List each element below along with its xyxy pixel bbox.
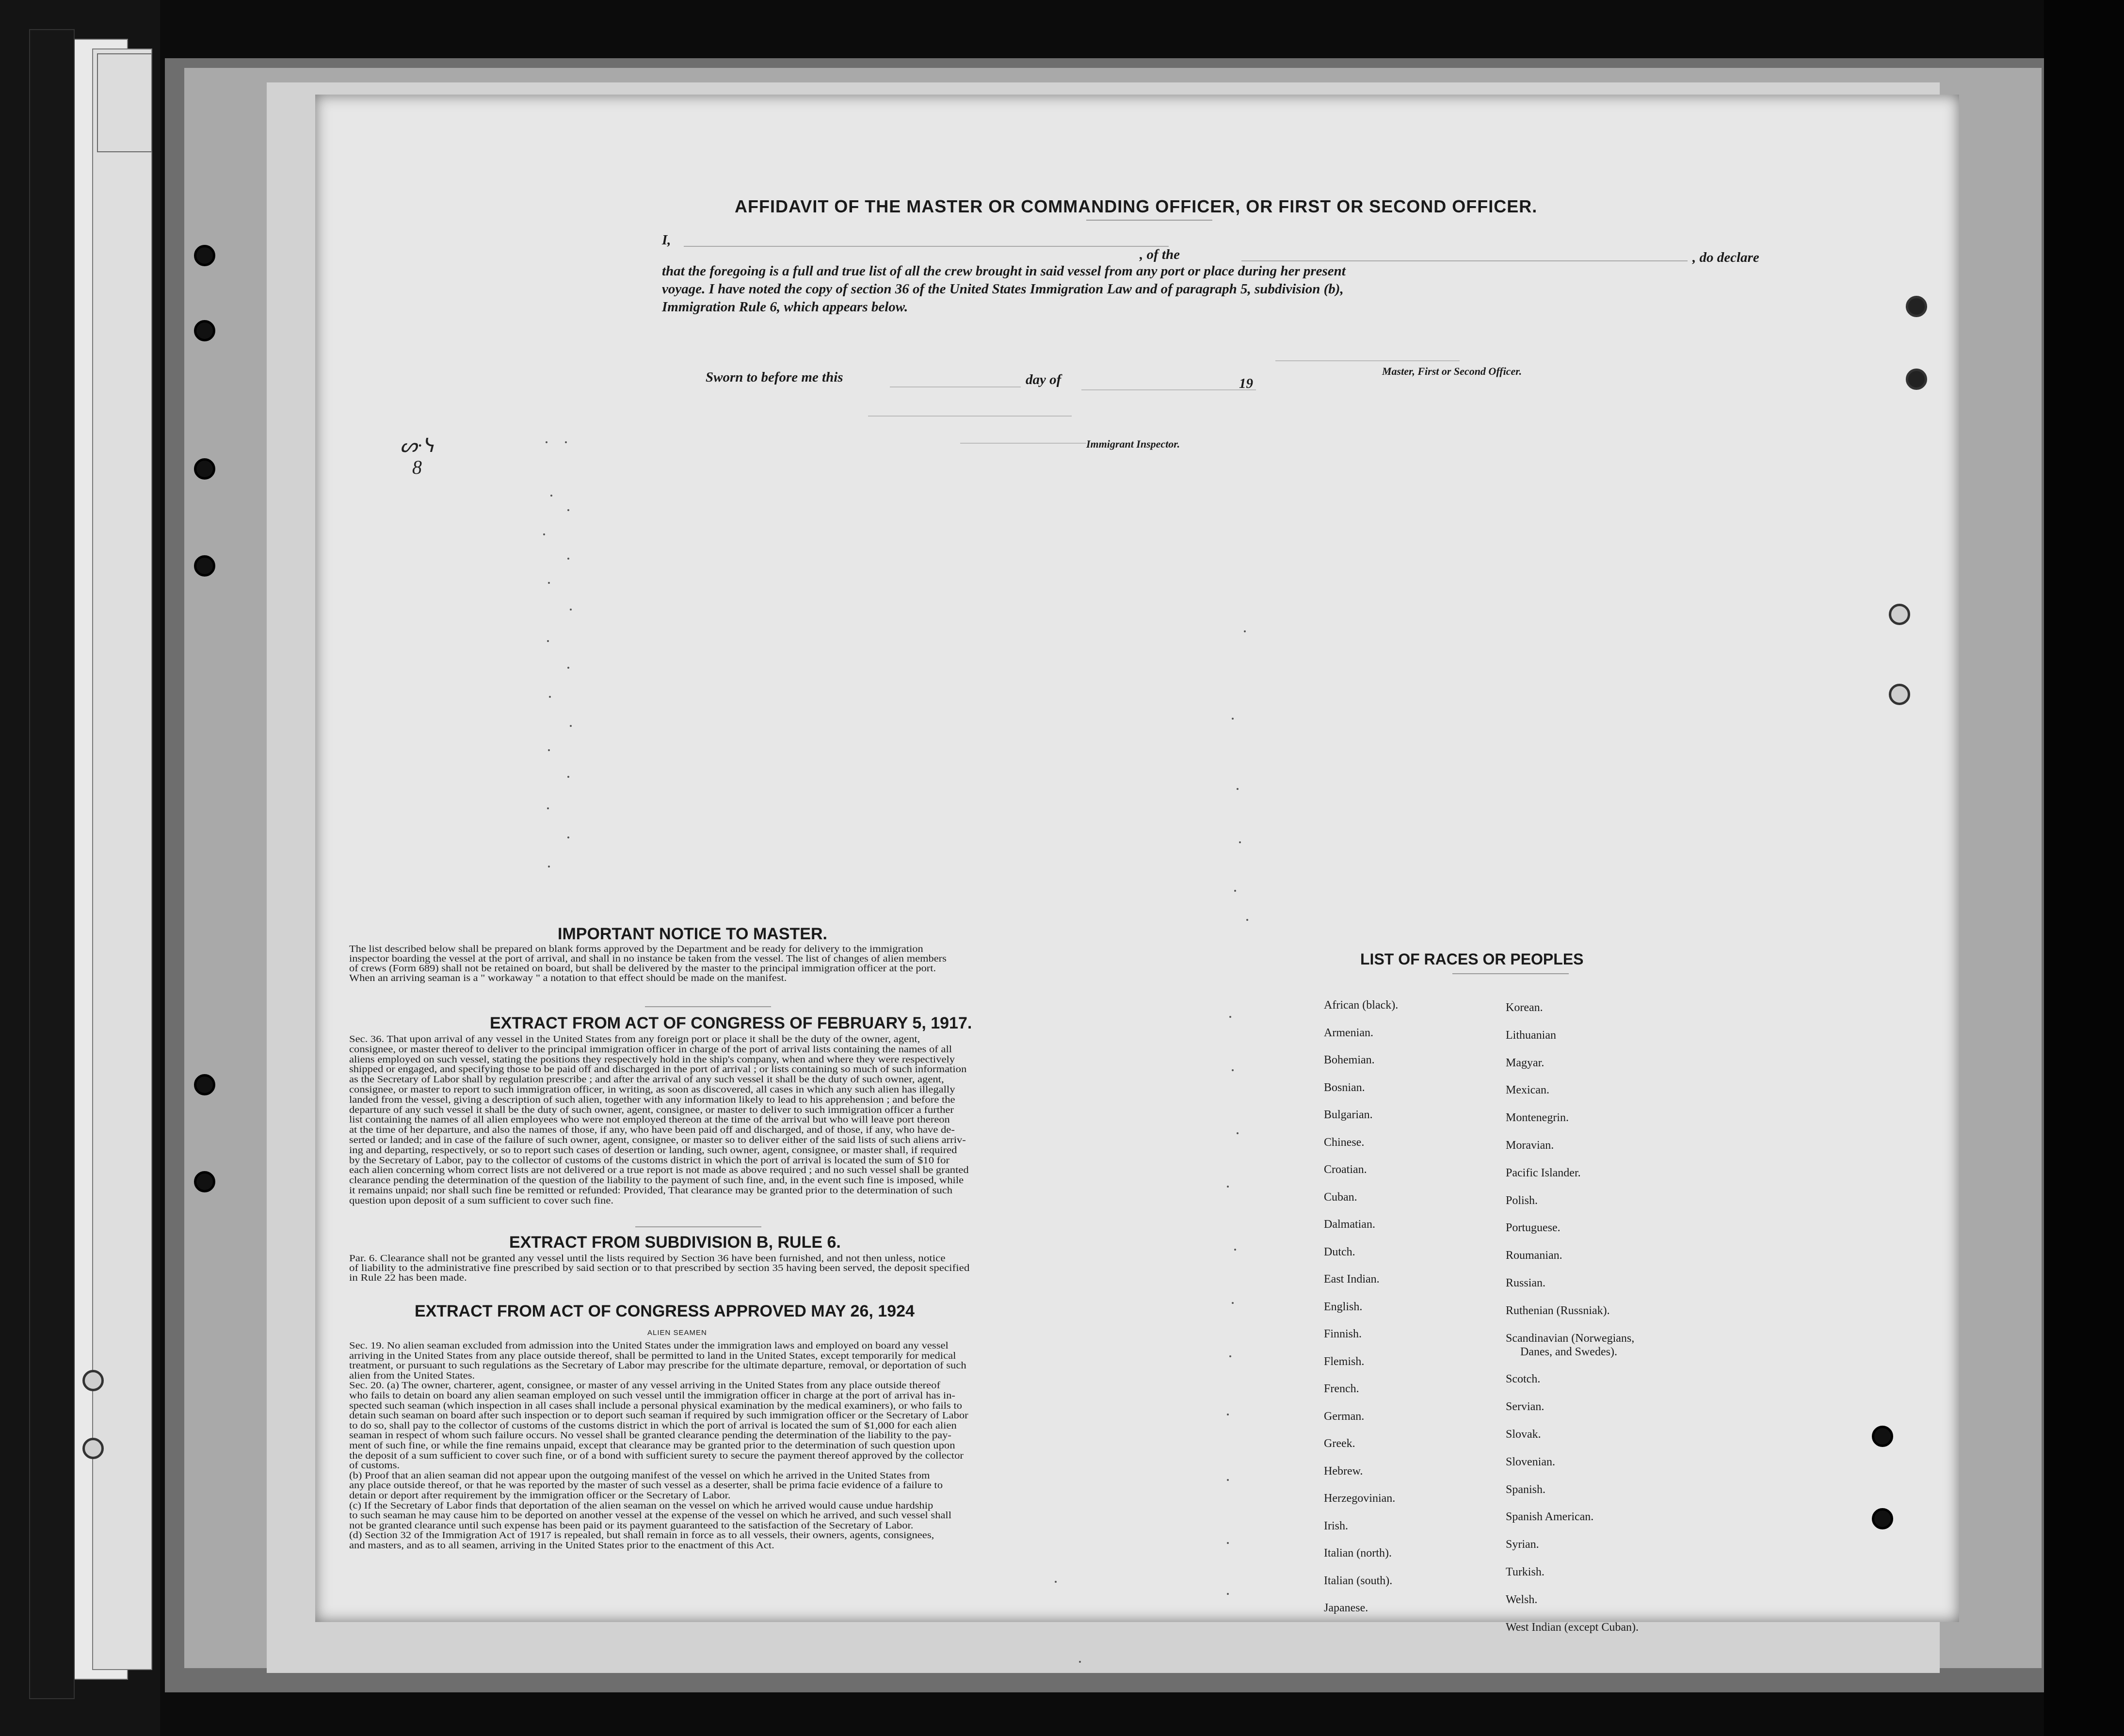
- page-tab: [29, 29, 75, 1699]
- stray-dot: [565, 441, 567, 443]
- race-item: German.: [1324, 1410, 1365, 1423]
- race-item: Greek.: [1324, 1437, 1355, 1450]
- race-item: Polish.: [1506, 1194, 1538, 1207]
- text-line: treatment, or pursuant to such regulations as the Secretary of Labor may prescribe for the ultimate departure, removal, or deportation of such: [349, 1360, 966, 1371]
- text-line: detain or deport after requirement by the immigration officer or the Secretary of Labor.: [349, 1490, 731, 1501]
- text-line: at the time of her departure, and also the names of those, if any, who have been paid off and discharged, and of those, if any, who have de-: [349, 1125, 955, 1136]
- stray-dot: [1237, 788, 1239, 790]
- inspector-sig-line-b: [960, 443, 1086, 444]
- stray-dot: [1227, 1542, 1229, 1544]
- race-item: Korean.: [1506, 1001, 1543, 1014]
- text-line: The list described below shall be prepared on blank forms approved by the Department and be ready for delivery to the immigration: [349, 944, 923, 954]
- race-item: Ruthenian (Russniak).: [1506, 1304, 1610, 1317]
- binder-hole: [194, 245, 215, 266]
- text-line: consignee, or master to report to such immigration officer, in writing, as soon as discovered, all cases in which any such alien has illegally: [349, 1084, 955, 1095]
- text-line: Sec. 36. That upon arrival of any vessel in the United States from any foreign port or place it shall be the duty of the owner, agent,: [349, 1034, 920, 1045]
- race-item: Servian.: [1506, 1400, 1545, 1414]
- text-line: and masters, and as to all seamen, arriving in the United States prior to the enactment of this Act.: [349, 1540, 774, 1551]
- text-line: to do so, shall pay to the collector of customs of the customs district in which the port of arrival is located the sum of $1,000 for each alien: [349, 1420, 957, 1431]
- text-line: ing and departing, respectively, or so to report such cases of desertion or landing, such owner, agent, consignee, or master shall, if required: [349, 1144, 957, 1156]
- race-item: West Indian (except Cuban).: [1506, 1621, 1639, 1634]
- punch-hole: [1906, 296, 1927, 317]
- race-item: Danes, and Swedes).: [1520, 1345, 1617, 1358]
- text-line: as the Secretary of Labor shall by regulation prescribe ; and after the arrival of any such vessel it shall be the duty of such owner, agent,: [349, 1074, 944, 1085]
- text-line: in Rule 22 has been made.: [349, 1272, 467, 1283]
- stray-dot: [547, 807, 549, 809]
- race-item: Welsh.: [1506, 1593, 1538, 1606]
- stray-dot: [1239, 841, 1241, 843]
- stray-dot: [567, 776, 569, 778]
- inspector-sig-line-a: [868, 416, 1072, 417]
- race-item: Italian (north).: [1324, 1547, 1392, 1559]
- stray-dot: [547, 640, 549, 642]
- title-rule: [1086, 220, 1212, 221]
- vessel-blank: [1241, 260, 1688, 261]
- affidavit-line4: Immigration Rule 6, which appears below.: [662, 299, 908, 315]
- race-item: Scotch.: [1506, 1373, 1541, 1386]
- stray-dot: [1244, 630, 1246, 632]
- race-item: Japanese.: [1324, 1602, 1368, 1614]
- master-sig-line: [1275, 360, 1460, 361]
- stray-dot: [567, 509, 569, 511]
- stray-dot: [1232, 1069, 1234, 1071]
- text-line: each alien concerning whom correct lists are not delivered or a true report is not made as above required ; and no such vessel shall be granted: [349, 1165, 969, 1176]
- text-line: departure of any such vessel it shall be the duty of such owner, agent, consignee, or master to deliver to such immigration officer a further: [349, 1104, 954, 1115]
- stray-dot: [548, 866, 550, 868]
- text-line: seaman in respect of whom such failure occurs. No vessel shall be granted clearance pending the determination of the liability to the pay-: [349, 1430, 951, 1441]
- text-line: detain such seaman on board after such inspection or to deport such seaman if required by such immigration officer or the Secretary of Labor: [349, 1410, 968, 1421]
- stray-dot: [549, 696, 551, 698]
- race-item: Finnish.: [1324, 1328, 1362, 1340]
- stray-dot: [1246, 919, 1248, 921]
- binder-hole: [194, 1171, 215, 1192]
- race-item: Spanish American.: [1506, 1511, 1594, 1524]
- race-item: Scandinavian (Norwegians,: [1506, 1332, 1635, 1345]
- affidavit-line2: that the foregoing is a full and true list of all the crew brought in said vessel from any port or place during her present: [662, 263, 1346, 279]
- stray-dot: [567, 667, 569, 669]
- stray-dot: [570, 725, 572, 727]
- affidavit-of-the: , of the: [1140, 247, 1180, 262]
- races-title: LIST OF RACES OR PEOPLES: [1360, 950, 1584, 968]
- right-binder-edge: [2044, 0, 2124, 1736]
- stray-dot: [1227, 1593, 1229, 1595]
- text-line: question upon deposit of a sum sufficient to cover such fine.: [349, 1195, 614, 1206]
- month-blank: [1081, 389, 1256, 390]
- stray-dot: [1079, 1661, 1081, 1663]
- binder-hole: [194, 555, 215, 577]
- races-rule: [1452, 973, 1569, 974]
- stray-dot: [1227, 1479, 1229, 1481]
- stray-dot: [550, 495, 552, 497]
- race-item: Mexican.: [1506, 1084, 1549, 1097]
- stray-dot: [567, 558, 569, 560]
- race-item: Syrian.: [1506, 1538, 1539, 1551]
- stray-dot: [567, 836, 569, 838]
- text-line: the deposit of a sum sufficient to cover such fine, or of a bond with sufficient surety to secure the payment thereof approved by the collector: [349, 1450, 964, 1461]
- text-line: alien from the United States.: [349, 1370, 475, 1381]
- affidavit-i: I,: [662, 232, 671, 248]
- stray-dot: [1229, 1016, 1231, 1018]
- race-item: Montenegrin.: [1506, 1111, 1569, 1125]
- text-line: to such seaman he may cause him to be deported on another vessel at the expense of the vessel on which he arrived, and such vessel shall: [349, 1510, 951, 1521]
- stray-dot: [1229, 1355, 1231, 1357]
- race-item: English.: [1324, 1300, 1363, 1313]
- inspector-signature-label: Immigrant Inspector.: [1086, 438, 1180, 450]
- text-line: any place outside thereof, or that he was reported by the master of such vessel as a deserter, shall be prima facie evidence of a failure to: [349, 1480, 943, 1491]
- stray-dot: [543, 533, 545, 535]
- punch-hole: [1889, 684, 1910, 705]
- race-item: Roumanian.: [1506, 1249, 1562, 1262]
- race-item: Herzegovinian.: [1324, 1492, 1396, 1505]
- text-line: landed from the vessel, giving a description of such alien, together with any information likely to lead to his apprehension ; and before the: [349, 1094, 955, 1105]
- stray-dot: [1055, 1581, 1057, 1583]
- text-line: of crews (Form 689) shall not be retained on board, but shall be delivered by the master to the principal immigration officer at the port.: [349, 963, 936, 974]
- stray-dot: [1237, 1132, 1239, 1134]
- race-item: Chinese.: [1324, 1136, 1365, 1149]
- punch-hole: [1906, 369, 1927, 390]
- text-line: of liability to the administrative fine prescribed by said section or to that prescribed by section 35 having been served, the deposit specified: [349, 1263, 970, 1273]
- sworn-day-blank: [890, 386, 1021, 387]
- extract-1917-title: EXTRACT FROM ACT OF CONGRESS OF FEBRUARY 5, 1917.: [490, 1014, 972, 1032]
- sworn-label: Sworn to before me this: [706, 370, 843, 385]
- race-item: Flemish.: [1324, 1355, 1365, 1368]
- race-item: Croatian.: [1324, 1163, 1367, 1176]
- race-item: Moravian.: [1506, 1139, 1554, 1152]
- page-tab: [97, 53, 152, 152]
- text-line: consignee, or master thereof to deliver to the principal immigration officer in charge of the port of arrival lists containing the names of all: [349, 1044, 952, 1055]
- stray-dot: [1234, 890, 1236, 892]
- text-line: Sec. 20. (a) The owner, charterer, agent, consignee, or master of any vessel arriving in the United States from any place outside thereof: [349, 1380, 940, 1391]
- affidavit-line3: voyage. I have noted the copy of section 36 of the United States Immigration Law and of paragraph 5, subdivision (b),: [662, 281, 1344, 297]
- race-item: Russian.: [1506, 1277, 1546, 1289]
- stray-dot: [1234, 1249, 1236, 1251]
- text-line: When an arriving seaman is a " workaway " a notation to that effect should be made on the manifest.: [349, 973, 787, 983]
- text-line: serted or landed; and in case of the failure of such owner, agent, consignee, or master so to deliver either of the said lists of such aliens arriv-: [349, 1135, 966, 1145]
- race-item: French.: [1324, 1382, 1359, 1395]
- stray-dot: [548, 749, 550, 751]
- text-line: Sec. 19. No alien seaman excluded from admission into the United States under the immigration laws and employed on board any vessel: [349, 1340, 949, 1351]
- race-item: Bosnian.: [1324, 1081, 1365, 1094]
- text-line: list containing the names of all alien employees who were not employed thereon at the time of the arrival but who will leave port thereon: [349, 1114, 950, 1125]
- year-label: 19: [1239, 376, 1253, 391]
- race-item: Hebrew.: [1324, 1464, 1363, 1478]
- extract-1924-title: EXTRACT FROM ACT OF CONGRESS APPROVED MAY 26, 1924: [415, 1302, 915, 1320]
- race-item: Lithuanian: [1506, 1029, 1556, 1042]
- text-line: arriving in the United States from any place outside thereof, shall be permitted to land in the United States, except temporarily for medical: [349, 1350, 956, 1361]
- name-blank: [684, 246, 1169, 247]
- binder-hole: [194, 1074, 215, 1095]
- race-item: Dutch.: [1324, 1245, 1355, 1258]
- stray-dot: [1227, 1186, 1229, 1188]
- notice-title: IMPORTANT NOTICE TO MASTER.: [558, 925, 827, 943]
- punch-hole: [1889, 604, 1910, 625]
- stray-dot: [1232, 718, 1234, 720]
- punch-hole: [1872, 1508, 1893, 1529]
- race-item: Bohemian.: [1324, 1054, 1375, 1066]
- master-signature-label: Master, First or Second Officer.: [1382, 365, 1522, 377]
- text-line: who fails to detain on board any alien seaman employed on such vessel until the immigration officer in charge at the port of arrival has in-: [349, 1390, 955, 1401]
- stray-dot: [548, 582, 550, 584]
- stray-dot: [570, 609, 572, 611]
- race-item: Slovak.: [1506, 1428, 1541, 1441]
- binder-hole: [194, 320, 215, 341]
- margin-handwriting: ᔕ·ᓭ: [400, 434, 434, 456]
- text-line: (c) If the Secretary of Labor finds that deportation of the alien seaman on the vessel on which he arrived would cause undue hardship: [349, 1500, 933, 1511]
- race-item: Bulgarian.: [1324, 1109, 1373, 1121]
- race-item: Italian (south).: [1324, 1574, 1393, 1587]
- binder-hole: [194, 458, 215, 480]
- race-item: Pacific Islander.: [1506, 1166, 1581, 1179]
- stray-dot: [546, 441, 547, 443]
- text-line: Par. 6. Clearance shall not be granted any vessel until the lists required by Section 36 have been furnished, and not then unless, notice: [349, 1253, 946, 1264]
- race-item: Cuban.: [1324, 1190, 1357, 1204]
- text-line: (d) Section 32 of the Immigration Act of 1917 is repealed, but shall remain in force as to all vessels, their owners, agents, consignees,: [349, 1530, 934, 1541]
- punch-hole: [82, 1370, 104, 1391]
- stray-dot: [1232, 1302, 1234, 1304]
- race-item: Turkish.: [1506, 1566, 1545, 1578]
- text-line: it remains unpaid; nor shall such fine be remitted or refunded: Provided, That clearance may be granted prior to the determination of such: [349, 1185, 953, 1196]
- text-line: (b) Proof that an alien seaman did not appear upon the outgoing manifest of the vessel on which he arrived in the United States from: [349, 1470, 930, 1481]
- race-item: Portuguese.: [1506, 1222, 1561, 1235]
- affidavit-declare: , do declare: [1692, 250, 1759, 265]
- text-line: clearance pending the determination of the question of the liability to the payment of such fine, and, in the event such fine is imposed, while: [349, 1175, 964, 1186]
- race-item: Dalmatian.: [1324, 1218, 1375, 1231]
- text-line: not be granted clearance until such expense has been paid or its payment guaranteed to the satisfaction of the Secretary of Labor.: [349, 1520, 914, 1531]
- race-item: Irish.: [1324, 1519, 1348, 1532]
- punch-hole: [1872, 1426, 1893, 1447]
- race-item: Slovenian.: [1506, 1455, 1555, 1468]
- text-line: spected such seaman (which inspection in all cases shall include a personal physical examination by the medical examiners), or who fails to: [349, 1400, 962, 1411]
- text-line: inspector boarding the vessel at the port of arrival, and shall in no instance be taken from the vessel. The list of changes of alien members: [349, 953, 947, 964]
- text-line: by the Secretary of Labor, pay to the collector of customs of the customs district in which the port of arrival is located the sum of $10 for: [349, 1155, 950, 1166]
- race-item: East Indian.: [1324, 1273, 1380, 1286]
- stray-dot: [1227, 1414, 1229, 1415]
- margin-handwriting: 8: [412, 456, 422, 478]
- race-item: Magyar.: [1506, 1056, 1545, 1069]
- page-stack-edge: [92, 48, 152, 1670]
- text-line: shipped or engaged, and specifying those to be paid off and discharged in the port of arrival ; or lists containing so much of such information: [349, 1064, 967, 1075]
- extract-rule: [635, 1226, 761, 1227]
- race-item: Spanish.: [1506, 1483, 1546, 1496]
- text-line: aliens employed on such vessel, stating the positions they respectively hold in the ship's company, when and where they were respectively: [349, 1054, 955, 1065]
- extract-1924-subtitle: ALIEN SEAMEN: [647, 1329, 707, 1337]
- day-of-label: day of: [1026, 372, 1062, 387]
- document-page: [315, 95, 1959, 1634]
- punch-hole: [82, 1438, 104, 1459]
- extract-rule6-title: EXTRACT FROM SUBDIVISION B, RULE 6.: [509, 1233, 841, 1252]
- affidavit-title: AFFIDAVIT OF THE MASTER OR COMMANDING OFFICER, OR FIRST OR SECOND OFFICER.: [735, 196, 1538, 216]
- race-item: Armenian.: [1324, 1026, 1373, 1039]
- notice-rule: [645, 1006, 771, 1007]
- race-item: African (black).: [1324, 999, 1399, 1012]
- text-line: ment of such fine, or while the fine remains unpaid, except that clearance may be granted prior to the determination of such question upon: [349, 1440, 955, 1451]
- text-line: of customs.: [349, 1460, 400, 1471]
